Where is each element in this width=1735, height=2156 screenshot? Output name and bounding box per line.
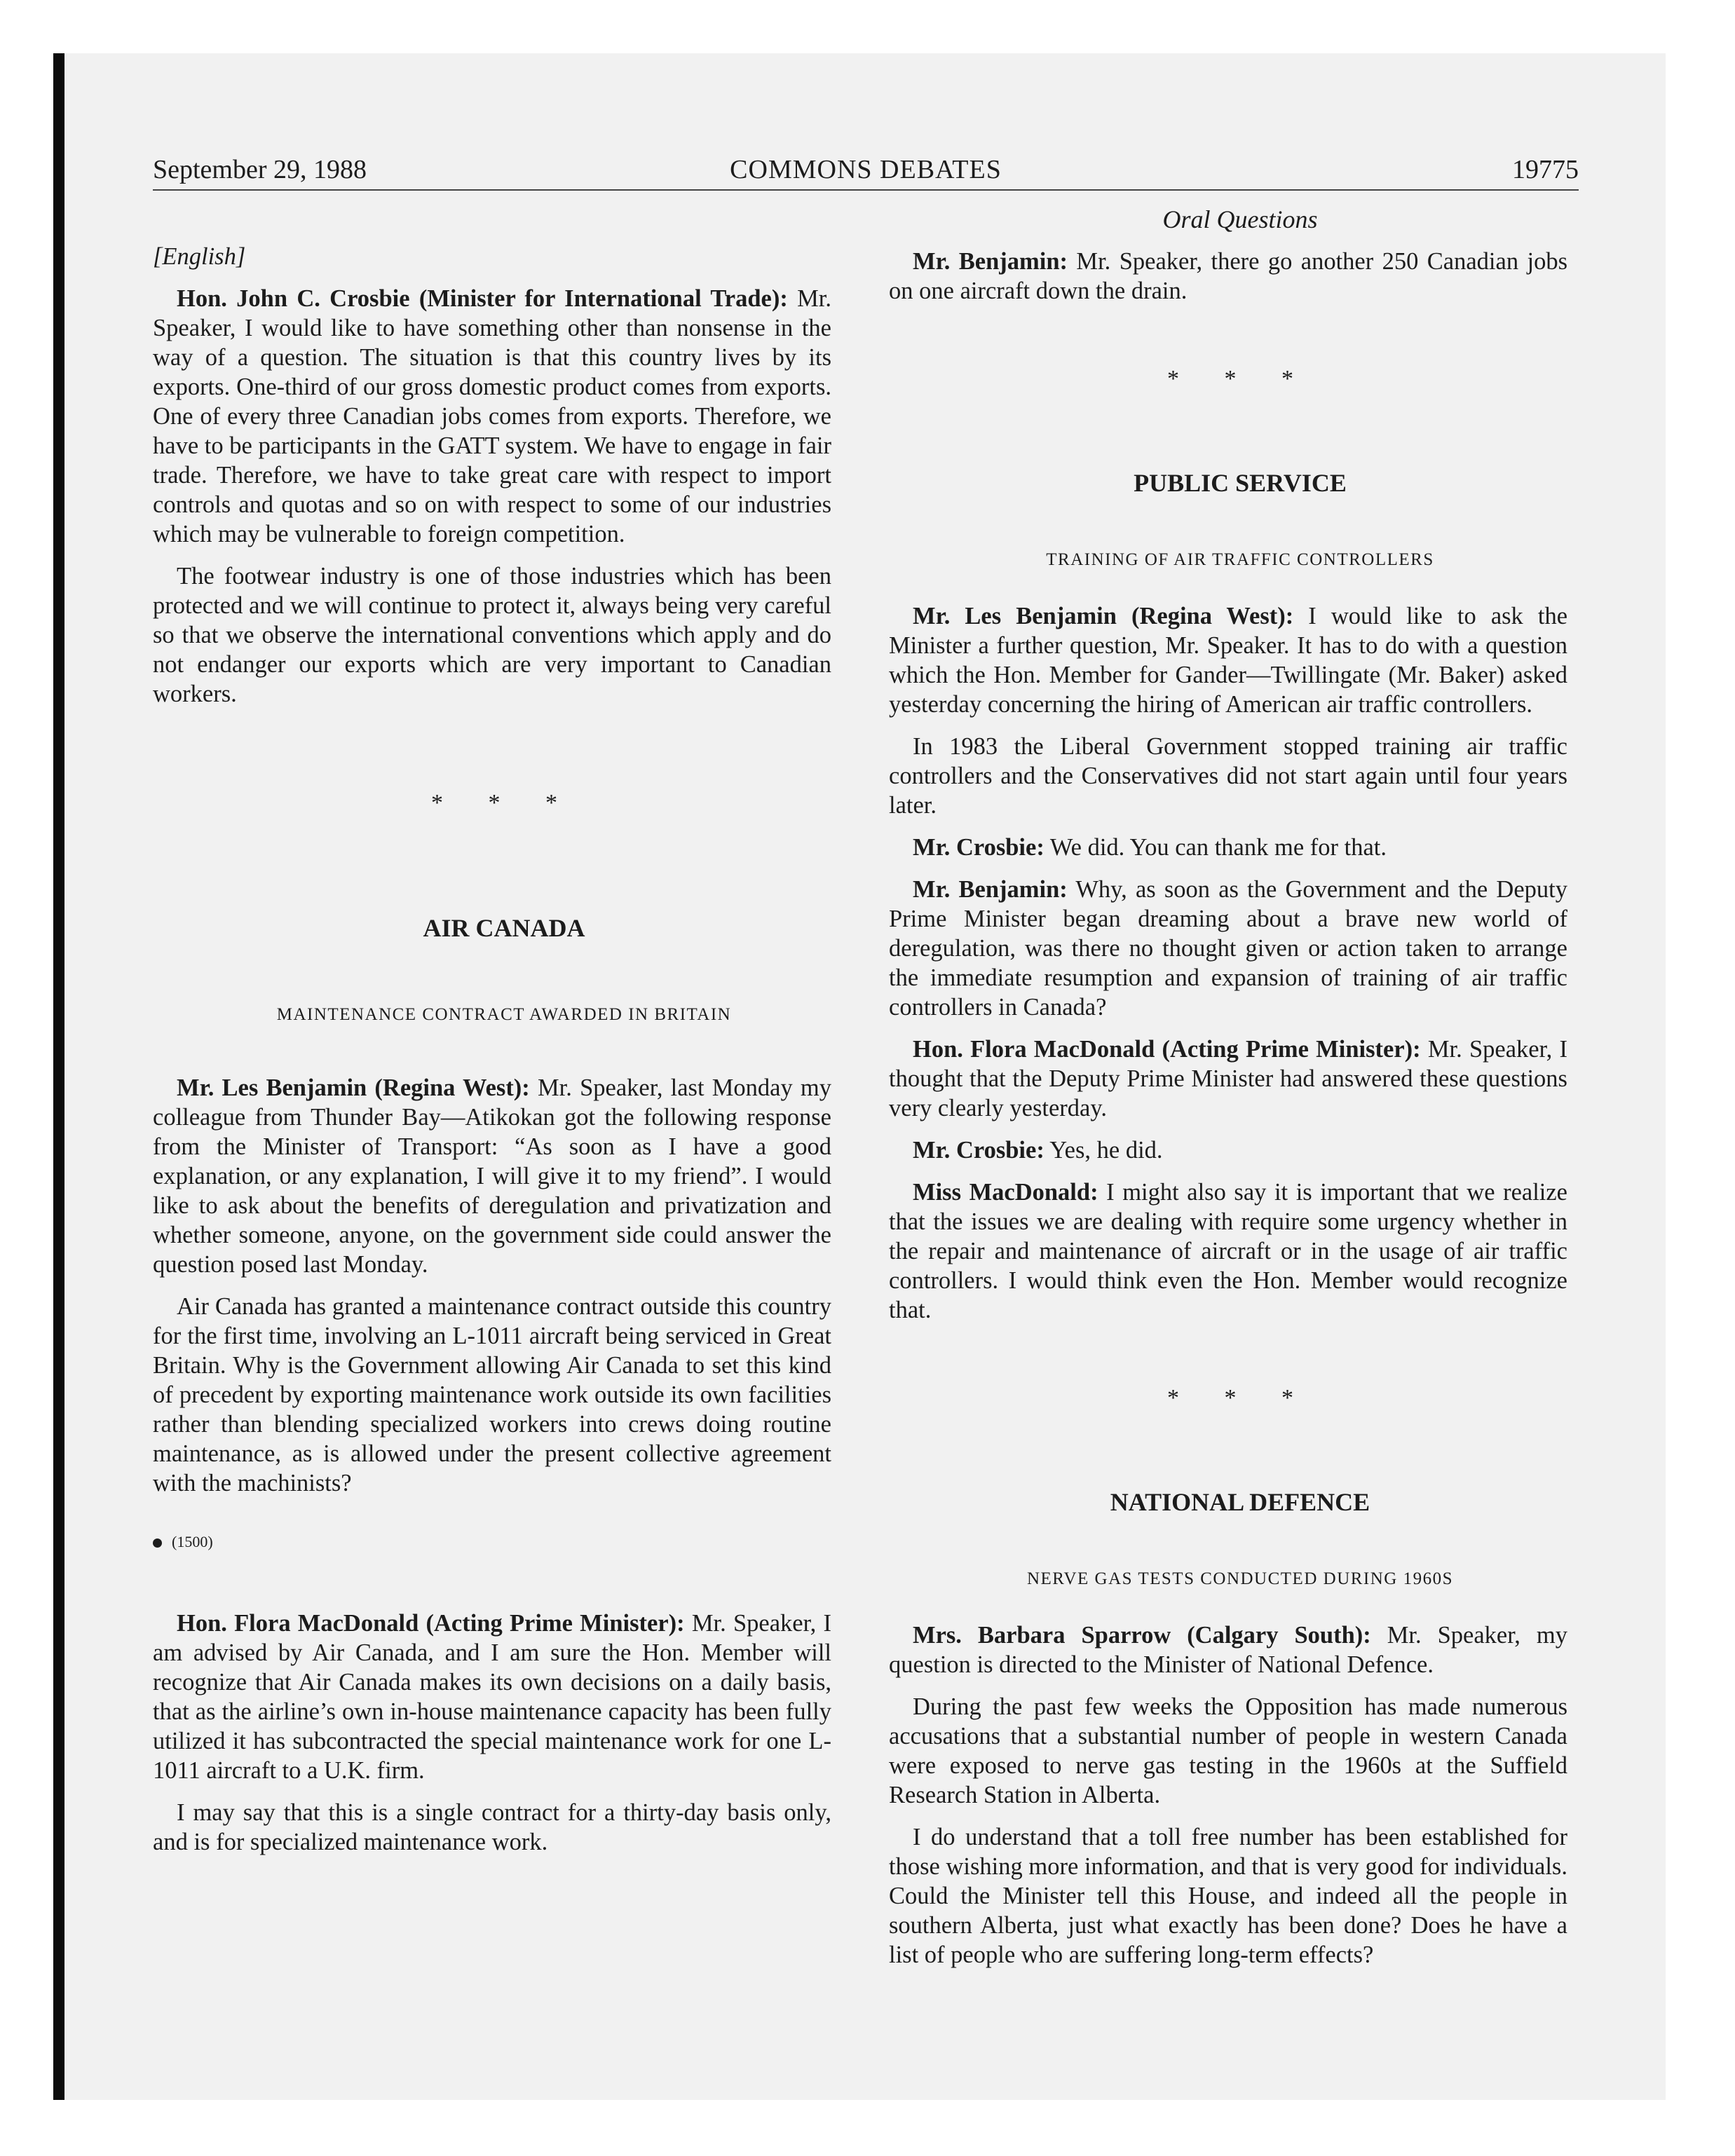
section-separator: * * * [1167,366,1313,392]
paragraph-text: We did. You can thank me for that. [1049,834,1387,861]
paragraph [889,1135,1567,1165]
paragraph: I may say that this is a single contract for a thirty-day basis only, and is for specialized maintenance work. [153,1799,831,1855]
section-heading: AIR CANADA [423,914,585,942]
speaker-name: Mr. Benjamin: [913,876,1068,903]
section-heading: PUBLIC SERVICE [1134,469,1347,497]
speaker-name: Mr. Crosbie: [913,834,1045,861]
left-column [153,242,831,1869]
paragraph [889,1621,1567,1679]
paragraph-text: Why, as soon as the Government and the Deputy Prime Minister began dreaming about a brave new world of deregulation, was there no thought given or action taken to arrange the immediate resumption and expansion of training of air traffic controllers in Canada? [889,876,1567,1021]
speaker-name: Hon. John C. Crosbie (Minister for International Trade): [177,285,788,312]
paragraph [889,1035,1567,1123]
section-separator: * * * [1167,1385,1313,1411]
section-subheading: NERVE GAS TESTS CONDUCTED DURING 1960S [1026,1569,1454,1588]
paragraph [889,247,1567,306]
paragraph-text: Mr. Speaker, I thought that the Deputy Prime Minister had answered these questions very clearly yesterday. [889,1036,1568,1121]
paragraph-text: Mr. Speaker, my question is directed to the Minister of National Defence. [889,1622,1567,1678]
running-head: Oral Questions [1162,205,1318,233]
paragraph: In 1983 the Liberal Government stopped training air traffic controllers and the Conservatives did not start again until four years later. [889,733,1567,819]
speaker-name: Hon. Flora MacDonald (Acting Prime Minister): [177,1610,685,1637]
bullet-icon [153,1538,162,1548]
paragraph [889,601,1567,719]
paragraph-text: Yes, he did. [1049,1137,1163,1164]
section-heading: NATIONAL DEFENCE [1110,1488,1370,1516]
paragraph-text: Mr. Speaker, last Monday my colleague from Thunder Bay—Atikokan got the following response from the Minister of Transport: “As soon as I have a good explanation, or any explanation, I will give it to my friend”. I would like to ask about the benefits of deregulation and privatization and whether someone, anyone, on the government side could answer the question posed last Monday. [153,1074,832,1278]
right-column [889,205,1567,1982]
speaker-name: Mr. Les Benjamin (Regina West): [177,1074,530,1101]
paragraph-text: I might also say it is important that we realize that the issues we are dealing with require some urgency whether in the repair and maintenance of aircraft or in the usage of air traffic controllers. I would think even the Hon. Member would recognize that. [889,1179,1567,1323]
paragraph-text: Mr. Speaker, I am advised by Air Canada, and I am sure the Hon. Member will recognize that Air Canada makes its own decisions on a daily basis, that as the airline’s own in-house maintenance capacity has been fully utilized it has subcontracted the special maintenance work for one L-1011 aircraft to a U.K. firm. [153,1610,832,1784]
speaker-name: Mr. Benjamin: [913,248,1068,275]
paragraph: During the past few weeks the Opposition has made numerous accusations that a substantial number of people in western Canada were exposed to nerve gas testing in the 1960s at the Suffield Research Station in Alberta. [889,1693,1567,1808]
paragraph-text: I would like to ask the Minister a further question, Mr. Speaker. It has to do with a question which the Hon. Member for Gander—Twillingate (Mr. Baker) asked yesterday concerning the hiring of American air traffic controllers. [889,603,1568,718]
paragraph [153,284,831,549]
speaker-name: Mr. Crosbie: [913,1137,1045,1164]
header-journal-title: COMMONS DEBATES [730,155,1002,184]
speaker-name: Hon. Flora MacDonald (Acting Prime Minister): [913,1036,1421,1063]
paragraph: The footwear industry is one of those industries which has been protected and we will continue to protect it, always being very careful so that we observe the international conventions which apply and do not endanger our exports which are very important to Canadian workers. [153,563,831,707]
paragraph [889,1178,1567,1325]
speaker-name: Miss MacDonald: [913,1179,1098,1206]
speaker-name: Mrs. Barbara Sparrow (Calgary South): [913,1622,1371,1649]
paragraph [153,1073,831,1279]
paragraph-text: Mr. Speaker, there go another 250 Canadian jobs on one aircraft down the drain. [889,248,1567,304]
header-date: September 29, 1988 [153,155,367,184]
page-header [153,153,1579,191]
section-subheading: MAINTENANCE CONTRACT AWARDED IN BRITAIN [276,1005,732,1024]
paragraph [153,1609,831,1785]
paragraph: Air Canada has granted a maintenance contract outside this country for the first time, involving an L-1011 aircraft being serviced in Great Britain. Why is the Government allowing Air Canada to set this kind of precedent by exporting maintenance work outside its own facilities rather than blending specialized workers into crews doing routine maintenance, as is allowed under the present collective agreement with the machinists? [153,1293,831,1496]
paragraph [889,875,1567,1022]
paragraph-text: Mr. Speaker, I would like to have something other than nonsense in the way of a question. The situation is that this country lives by its exports. One-third of our gross domestic product comes from exports. One of every three Canadian jobs comes from exports. Therefore, we have to be participants in the GATT system. We have to engage in fair trade. Therefore, we have to take great care with respect to import controls and quotas and so on with respect to some of our industries which may be vulnerable to foreign competition. [153,285,832,547]
language-tag: [English] [153,243,246,270]
paragraph [889,833,1567,862]
paragraph: I do understand that a toll free number has been established for those wishing more information, and that is very good for individuals. Could the Minister tell this House, and indeed all the people in southern Alberta, just what exactly has been done? Does he have a list of people who are suffering long-term effects? [889,1824,1567,1968]
speaker-name: Mr. Les Benjamin (Regina West): [913,603,1294,629]
timestamp [153,1527,831,1557]
section-separator: * * * [431,790,577,816]
section-subheading: TRAINING OF AIR TRAFFIC CONTROLLERS [1046,550,1434,569]
timestamp-text: (1500) [172,1533,213,1550]
header-page-number: 19775 [1512,155,1579,184]
